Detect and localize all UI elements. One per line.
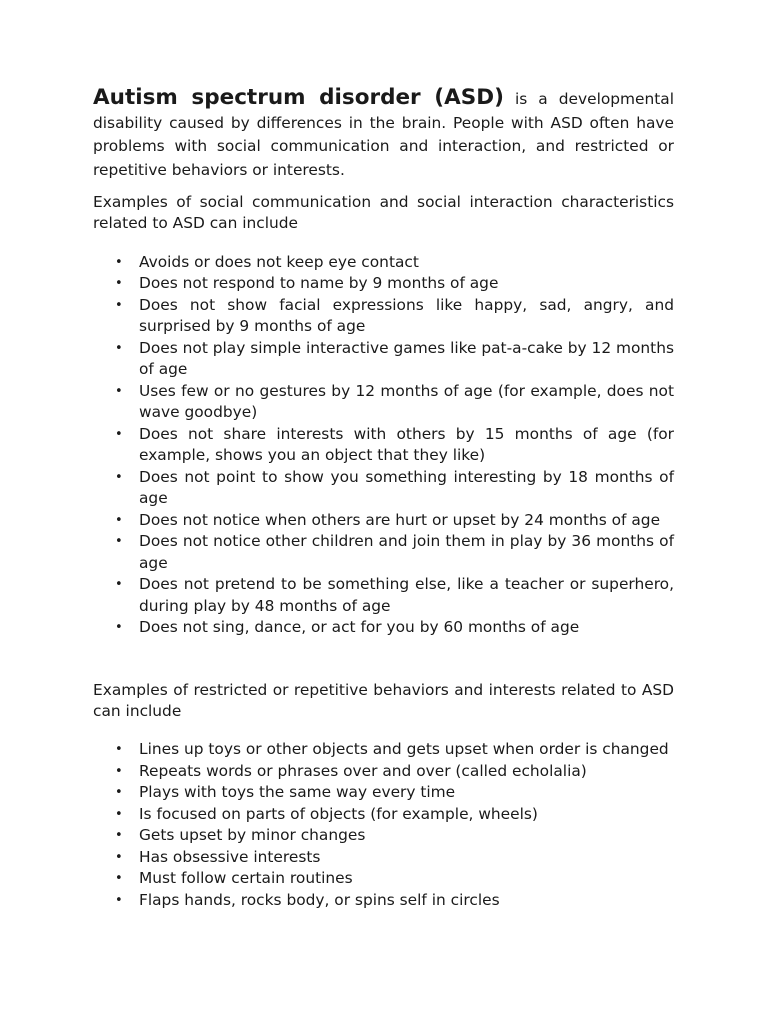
intro-paragraph [93,86,674,182]
bullet-icon: • [115,469,123,485]
bullet-icon: • [115,742,123,758]
bullet-icon: • [115,828,123,844]
list-item: • Plays with toys the same way every time [93,782,674,804]
list-item: • Flaps hands, rocks body, or spins self in circles [93,890,674,912]
bullet-icon: • [115,512,123,528]
list-item: • Does not point to show you something interesting by 18 months of age [115,467,674,508]
bullet-icon: • [115,785,123,801]
list-item: • Does not notice when others are hurt or upset by 24 months of age [93,510,674,532]
list-item: • Does not notice other children and join them in play by 36 months of age [115,532,674,572]
restricted-list [93,739,674,911]
bullet-icon: • [115,276,123,292]
bullet-icon: • [115,383,123,399]
bullet-icon: • [115,871,123,887]
social-list [93,252,674,639]
list-item: • Lines up toys or other objects and gets upset when order is changed [93,739,674,761]
list-item: • Avoids or does not keep eye contact [93,252,674,274]
list-item: • Has obsessive interests [93,847,674,869]
list-item: • Must follow certain routines [93,868,674,890]
bullet-icon: • [115,297,123,313]
list-item: • Does not share interests with others by 15 months of age (for example, shows you an object that they like) [115,424,674,465]
bullet-icon: • [115,849,123,865]
document-body [93,86,674,911]
list-item: • Gets upset by minor changes [93,825,674,847]
list-item: • Is focused on parts of objects (for example, wheels) [93,804,674,826]
intro-text: is a developmental disability caused by differences in the brain. People with ASD often have problems with social communication and interaction, and restricted or repetitive behaviors or interests. [93,90,674,179]
bullet-icon: • [115,577,123,593]
bullet-icon: • [115,534,123,550]
intro-term: Autism spectrum disorder (ASD) [93,85,504,110]
list-item: • Repeats words or phrases over and over (called echolalia) [93,761,674,783]
bullet-icon: • [115,254,123,270]
bullet-icon: • [115,763,123,779]
list-item: • Does not show facial expressions like happy, sad, angry, and surprised by 9 months of age [115,295,674,336]
list-item: • Does not respond to name by 9 months of age [93,273,674,295]
list-item: • Does not sing, dance, or act for you by 60 months of age [93,617,674,639]
list-item: • Does not play simple interactive games like pat-a-cake by 12 months of age [115,338,674,379]
section-spacer [93,639,674,680]
list-item: • Does not pretend to be something else, like a teacher or superhero, during play by 48 months of age [115,575,674,615]
restricted-heading: Examples of restricted or repetitive behaviors and interests related to ASD can include [93,680,674,720]
social-heading: Examples of social communication and social interaction characteristics related to ASD can include [93,193,674,233]
bullet-icon: • [115,806,123,822]
bullet-icon: • [115,340,123,356]
bullet-icon: • [115,892,123,908]
list-item: • Uses few or no gestures by 12 months of age (for example, does not wave goodbye) [115,381,674,422]
bullet-icon: • [115,620,123,636]
bullet-icon: • [115,426,123,442]
